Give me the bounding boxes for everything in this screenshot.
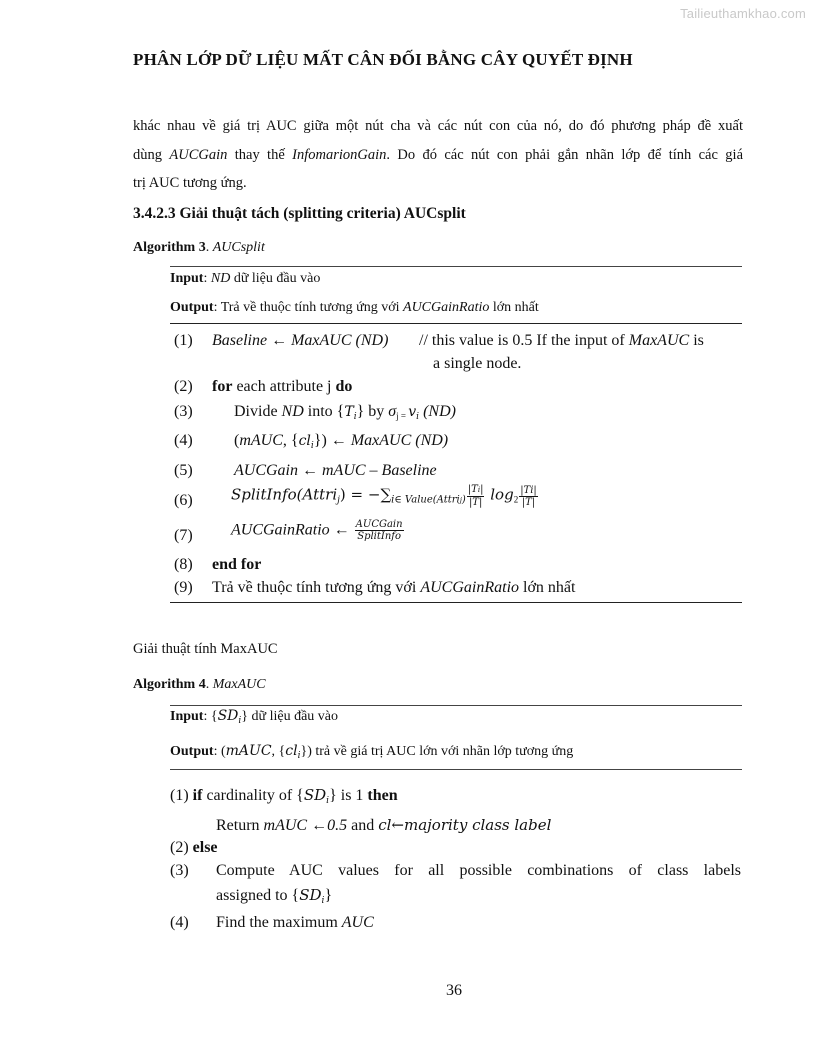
alg3-step-number: (3)	[174, 403, 193, 420]
alg4-step-3: Compute AUC values for all possible combinations of class labels	[216, 862, 741, 879]
s6-j: j	[337, 495, 340, 506]
alg4-output-a: : (	[213, 744, 226, 759]
alg4-step-number: (3)	[170, 862, 189, 879]
alg3-bottom-rule	[170, 602, 742, 603]
s7-fraction	[355, 519, 404, 542]
s2-do: do	[335, 378, 353, 395]
s3-v: v	[408, 404, 417, 420]
alg3-step-7	[231, 519, 405, 542]
alg3-step-9	[212, 579, 575, 597]
s1-baseline: Baseline ← MaxAUC (ND)	[212, 332, 389, 349]
alg4-step-1	[170, 786, 398, 806]
a4r-d: cl←majority class label	[378, 816, 552, 834]
p-text: . Do đó các nút con phải gắn nhãn lớp để tính các giá	[386, 146, 744, 163]
alg3-step-1-comment	[419, 332, 704, 350]
alg3-step-8	[212, 556, 261, 574]
alg4-step-1-return	[216, 816, 551, 835]
s6-range-j: j	[459, 496, 462, 505]
alg3-output-ratio: AUCGainRatio	[403, 300, 490, 315]
alg4-input-sd: SD	[217, 708, 239, 724]
s6-frac2-top: |Ti|	[520, 484, 537, 496]
s7-top: AUCGain	[355, 519, 403, 530]
s4-mauc: mAUC	[239, 432, 283, 449]
a4s1-sd: SD	[303, 786, 327, 804]
alg4-output-i: i	[297, 751, 301, 761]
maxauc-heading: Giải thuật tính MaxAUC	[133, 641, 278, 657]
s7-arrow: ←	[329, 521, 354, 539]
s2-for: for	[212, 378, 233, 395]
s6-fraction-1	[467, 484, 485, 508]
s6-eq: ) = −∑	[339, 485, 392, 504]
alg3-input-text: dữ liệu đầu vào	[230, 271, 321, 286]
paragraph-line-2	[133, 141, 743, 170]
alg4-name: MaxAUC	[212, 677, 266, 692]
s4-c: , {	[282, 432, 299, 449]
s8-endfor: end for	[212, 556, 262, 573]
alg4-output-mauc: mAUC	[225, 743, 272, 759]
paragraph-line-1: khác nhau về giá trị AUC giữa một nút cha và các nút con của nó, do đó phương pháp đề xuất	[133, 118, 743, 134]
s9-c: lớn nhất	[519, 579, 576, 596]
alg4-output-b: , {	[271, 744, 286, 759]
alg3-output-label: Output	[170, 300, 214, 315]
s1-comment: // this value is 0.5 If the input of	[419, 332, 629, 349]
s4-cl-sub: i	[310, 441, 314, 451]
alg3-step-5	[234, 462, 437, 480]
alg4-step-3-cont	[216, 886, 332, 906]
p-text: thay thế	[227, 146, 293, 163]
alg4-step-number: (4)	[170, 914, 189, 931]
s3-sigma-sub: j =	[396, 411, 409, 421]
s6-range-close: )	[461, 494, 466, 506]
a4r-c: and	[347, 817, 379, 834]
alg4-output	[170, 743, 573, 761]
alg3-step-number: (9)	[174, 579, 193, 596]
alg4-input	[170, 708, 338, 726]
a4s3-b: assigned to {	[216, 887, 300, 904]
alg3-output-text: : Trả về thuộc tính tương ứng với	[213, 300, 404, 315]
s3-nd: ND	[281, 403, 304, 420]
s6-frac1-bot: |T|	[468, 497, 483, 508]
alg4-step-2	[170, 839, 218, 857]
s3-nd-arg: (ND)	[419, 403, 456, 420]
s6-splitinfo: SplitInfo	[231, 485, 297, 504]
s6-frac2-bot: |T|	[521, 496, 536, 508]
alg4-input-a: : {	[203, 709, 218, 724]
s6-log: log	[485, 485, 514, 504]
alg3-input-nd: ND	[210, 271, 231, 286]
alg3-label: Algorithm 3	[133, 240, 206, 255]
alg3-step-number: (7)	[174, 527, 193, 544]
alg4-input-b: } dữ liệu đầu vào	[241, 709, 339, 724]
s6-frac1-t: |T	[467, 484, 478, 495]
alg4-label: Algorithm 4	[133, 677, 206, 692]
a4s1-i: i	[326, 796, 330, 806]
s9-ratio: AUCGainRatio	[420, 579, 520, 596]
s6-range: i∈ Value(Attri	[391, 494, 460, 506]
alg3-input-label: Input	[170, 271, 204, 286]
alg4-output-cl: cl	[285, 743, 298, 759]
algorithm4-caption: Algorithm 4. MaxAUC	[133, 677, 266, 692]
alg3-top-rule	[170, 266, 742, 267]
a4s3-c: }	[324, 887, 333, 904]
alg3-step-6-formula	[231, 484, 539, 508]
section-heading: 3.4.2.3 Giải thuật tách (splitting criteria) AUCsplit	[133, 205, 466, 222]
s3-sigma: σ	[388, 403, 397, 420]
s4-a: (	[234, 432, 240, 449]
a4s3-sd: SD	[299, 886, 322, 904]
s1-maxauc: MaxAUC	[628, 332, 690, 349]
alg3-output-tail: lớn nhất	[489, 300, 539, 315]
s6-frac1-bar: |	[480, 484, 484, 495]
paragraph-line-3: trị AUC tương ứng.	[133, 175, 247, 191]
a4s4-a: Find the maximum	[216, 914, 342, 931]
s7-ratio: AUCGainRatio	[231, 521, 330, 539]
s5-text: AUCGain ← mAUC – Baseline	[234, 462, 437, 479]
a4s1-n: (1)	[170, 787, 193, 804]
s4-cl: cl	[298, 433, 311, 449]
s2-text: each attribute j	[232, 378, 336, 395]
a4s1-a: cardinality of {	[202, 787, 304, 804]
alg3-step-1-comment-2: a single node.	[433, 355, 522, 372]
a4s1-b: } is 1	[329, 787, 368, 804]
s7-bot: SplitInfo	[357, 531, 401, 542]
s6-fraction-2	[519, 485, 538, 508]
s3-by: } by	[356, 403, 389, 420]
s3-t-sub: i	[353, 412, 357, 422]
s3-v-sub: i	[416, 412, 420, 422]
p-aucgain: AUCGain	[169, 146, 228, 163]
s3-into: into {	[303, 403, 345, 420]
a4s1-then: then	[367, 787, 398, 804]
alg3-step-2	[212, 378, 352, 396]
p-text: dùng	[133, 146, 170, 163]
page-title: PHÂN LỚP DỮ LIỆU MẤT CÂN ĐỐI BẰNG CÂY QUYẾT ĐỊNH	[133, 50, 633, 69]
a4s2-n: (2)	[170, 839, 193, 856]
watermark: Tailieuthamkhao.com	[680, 6, 806, 21]
alg3-input: Input: ND dữ liệu đầu vào	[170, 271, 321, 286]
a4r-b: mAUC ←0.5	[263, 817, 348, 834]
alg4-output-c: }) trả về giá trị AUC lớn với nhãn lớp tương ứng	[300, 744, 574, 759]
alg3-output	[170, 300, 539, 316]
a4s1-if: if	[192, 787, 203, 804]
a4s4-b: AUC	[341, 914, 374, 931]
alg4-top-rule	[170, 705, 742, 706]
s6-log-base: 2	[513, 494, 519, 505]
alg3-step-number: (1)	[174, 332, 193, 349]
alg4-output-label: Output	[170, 744, 214, 759]
s6-frac1-top	[467, 484, 485, 497]
a4r-a: Return	[216, 817, 264, 834]
algorithm3-caption: Algorithm 3. AUCsplit	[133, 240, 265, 255]
s9-a: Trả về thuộc tính tương ứng với	[212, 579, 421, 596]
alg3-step-number: (8)	[174, 556, 193, 573]
a4s3-i: i	[321, 896, 325, 906]
alg3-step-4	[234, 432, 448, 451]
page-number: 36	[446, 982, 462, 999]
s3-t: T	[344, 404, 354, 420]
s6-frac1-i: i	[477, 486, 481, 494]
alg3-name: AUCsplit	[212, 240, 265, 255]
alg3-mid-rule	[170, 323, 742, 324]
alg3-step-number: (5)	[174, 462, 193, 479]
a4s2-else: else	[192, 839, 218, 856]
s4-maxauc: MaxAUC (ND)	[350, 432, 449, 449]
s6-attri: (Attri	[296, 485, 338, 504]
alg4-input-label: Input	[170, 709, 204, 724]
s1-is: is	[689, 332, 704, 349]
alg3-step-number: (2)	[174, 378, 193, 395]
s4-f: }) ←	[313, 432, 351, 449]
alg3-step-number: (6)	[174, 492, 193, 509]
body-paragraph	[133, 112, 743, 198]
alg3-step-1	[212, 332, 388, 350]
alg3-step-number: (4)	[174, 432, 193, 449]
alg4-mid-rule	[170, 769, 742, 770]
s3-a: Divide	[234, 403, 282, 420]
alg3-step-3	[234, 403, 456, 422]
alg4-step-4	[216, 914, 374, 932]
alg4-input-i: i	[238, 716, 242, 726]
p-infogain: InfomarionGain	[292, 146, 387, 163]
